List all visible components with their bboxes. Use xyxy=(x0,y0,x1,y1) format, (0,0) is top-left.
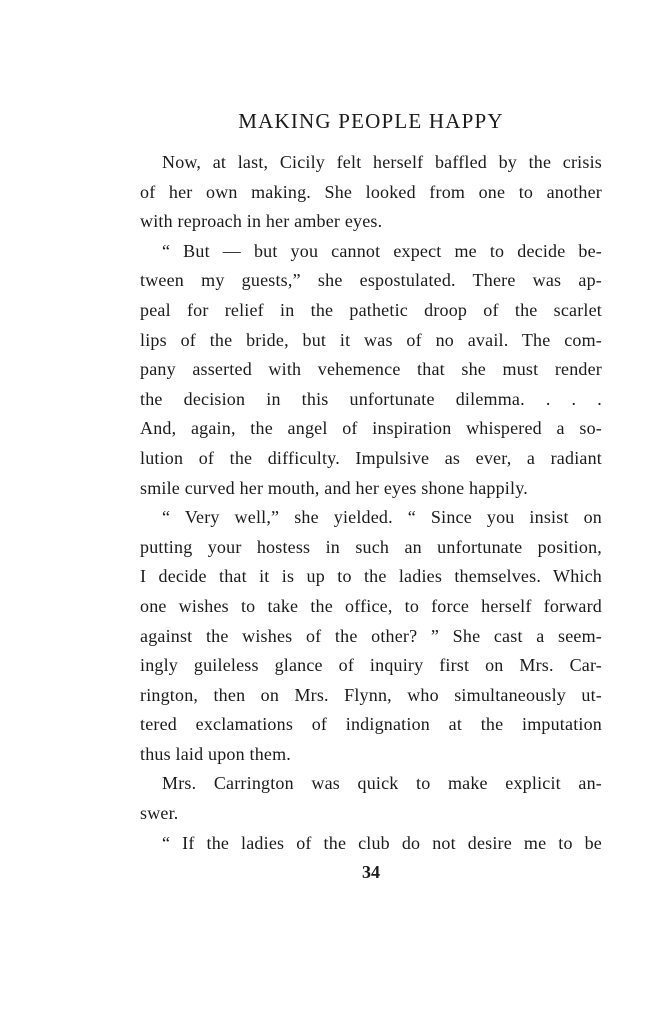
text-line: tween my guests,” she espostulated. There was ap- xyxy=(140,270,602,291)
text-line: pany asserted with vehemence that she must render xyxy=(140,359,602,380)
text-line: “ Very well,” she yielded. “ Since you insist on xyxy=(162,507,602,528)
text-line: the decision in this unfortunate dilemma. . . . xyxy=(140,388,602,409)
text-line: lution of the difficulty. Impulsive as ever, a radiant xyxy=(140,447,602,468)
text-line: I decide that it is up to the ladies themselves. Which xyxy=(140,566,602,587)
text-line: lips of the bride, but it was of no avail. The com- xyxy=(140,329,602,350)
text-line: of her own making. She looked from one to another xyxy=(140,181,602,202)
page-number: 34 xyxy=(362,862,380,882)
text-line: smile curved her mouth, and her eyes shone happily. xyxy=(140,477,528,498)
text-line: against the wishes of the other? ” She cast a seem- xyxy=(140,625,602,646)
body-text xyxy=(140,148,602,858)
text-line: swer. xyxy=(140,803,179,824)
text-line: with reproach in her amber eyes. xyxy=(140,211,383,232)
running-head: MAKING PEOPLE HAPPY xyxy=(238,109,504,133)
text-line: peal for relief in the pathetic droop of the scarlet xyxy=(140,299,602,320)
text-line: one wishes to take the office, to force herself forward xyxy=(140,595,602,616)
text-line: tered exclamations of indignation at the imputation xyxy=(140,714,602,735)
text-line: And, again, the angel of inspiration whispered a so- xyxy=(140,418,602,439)
text-line: ingly guileless glance of inquiry first on Mrs. Car- xyxy=(140,655,602,676)
text-line: Mrs. Carrington was quick to make explicit an- xyxy=(162,773,602,794)
text-line: rington, then on Mrs. Flynn, who simultaneously ut- xyxy=(140,684,602,705)
text-line: putting your hostess in such an unfortunate position, xyxy=(140,536,602,557)
text-line: thus laid upon them. xyxy=(140,743,291,764)
text-line: Now, at last, Cicily felt herself baffled by the crisis xyxy=(162,152,602,172)
text-line: “ But — but you cannot expect me to decide be- xyxy=(162,240,602,261)
text-line: “ If the ladies of the club do not desire me to be xyxy=(162,832,602,853)
